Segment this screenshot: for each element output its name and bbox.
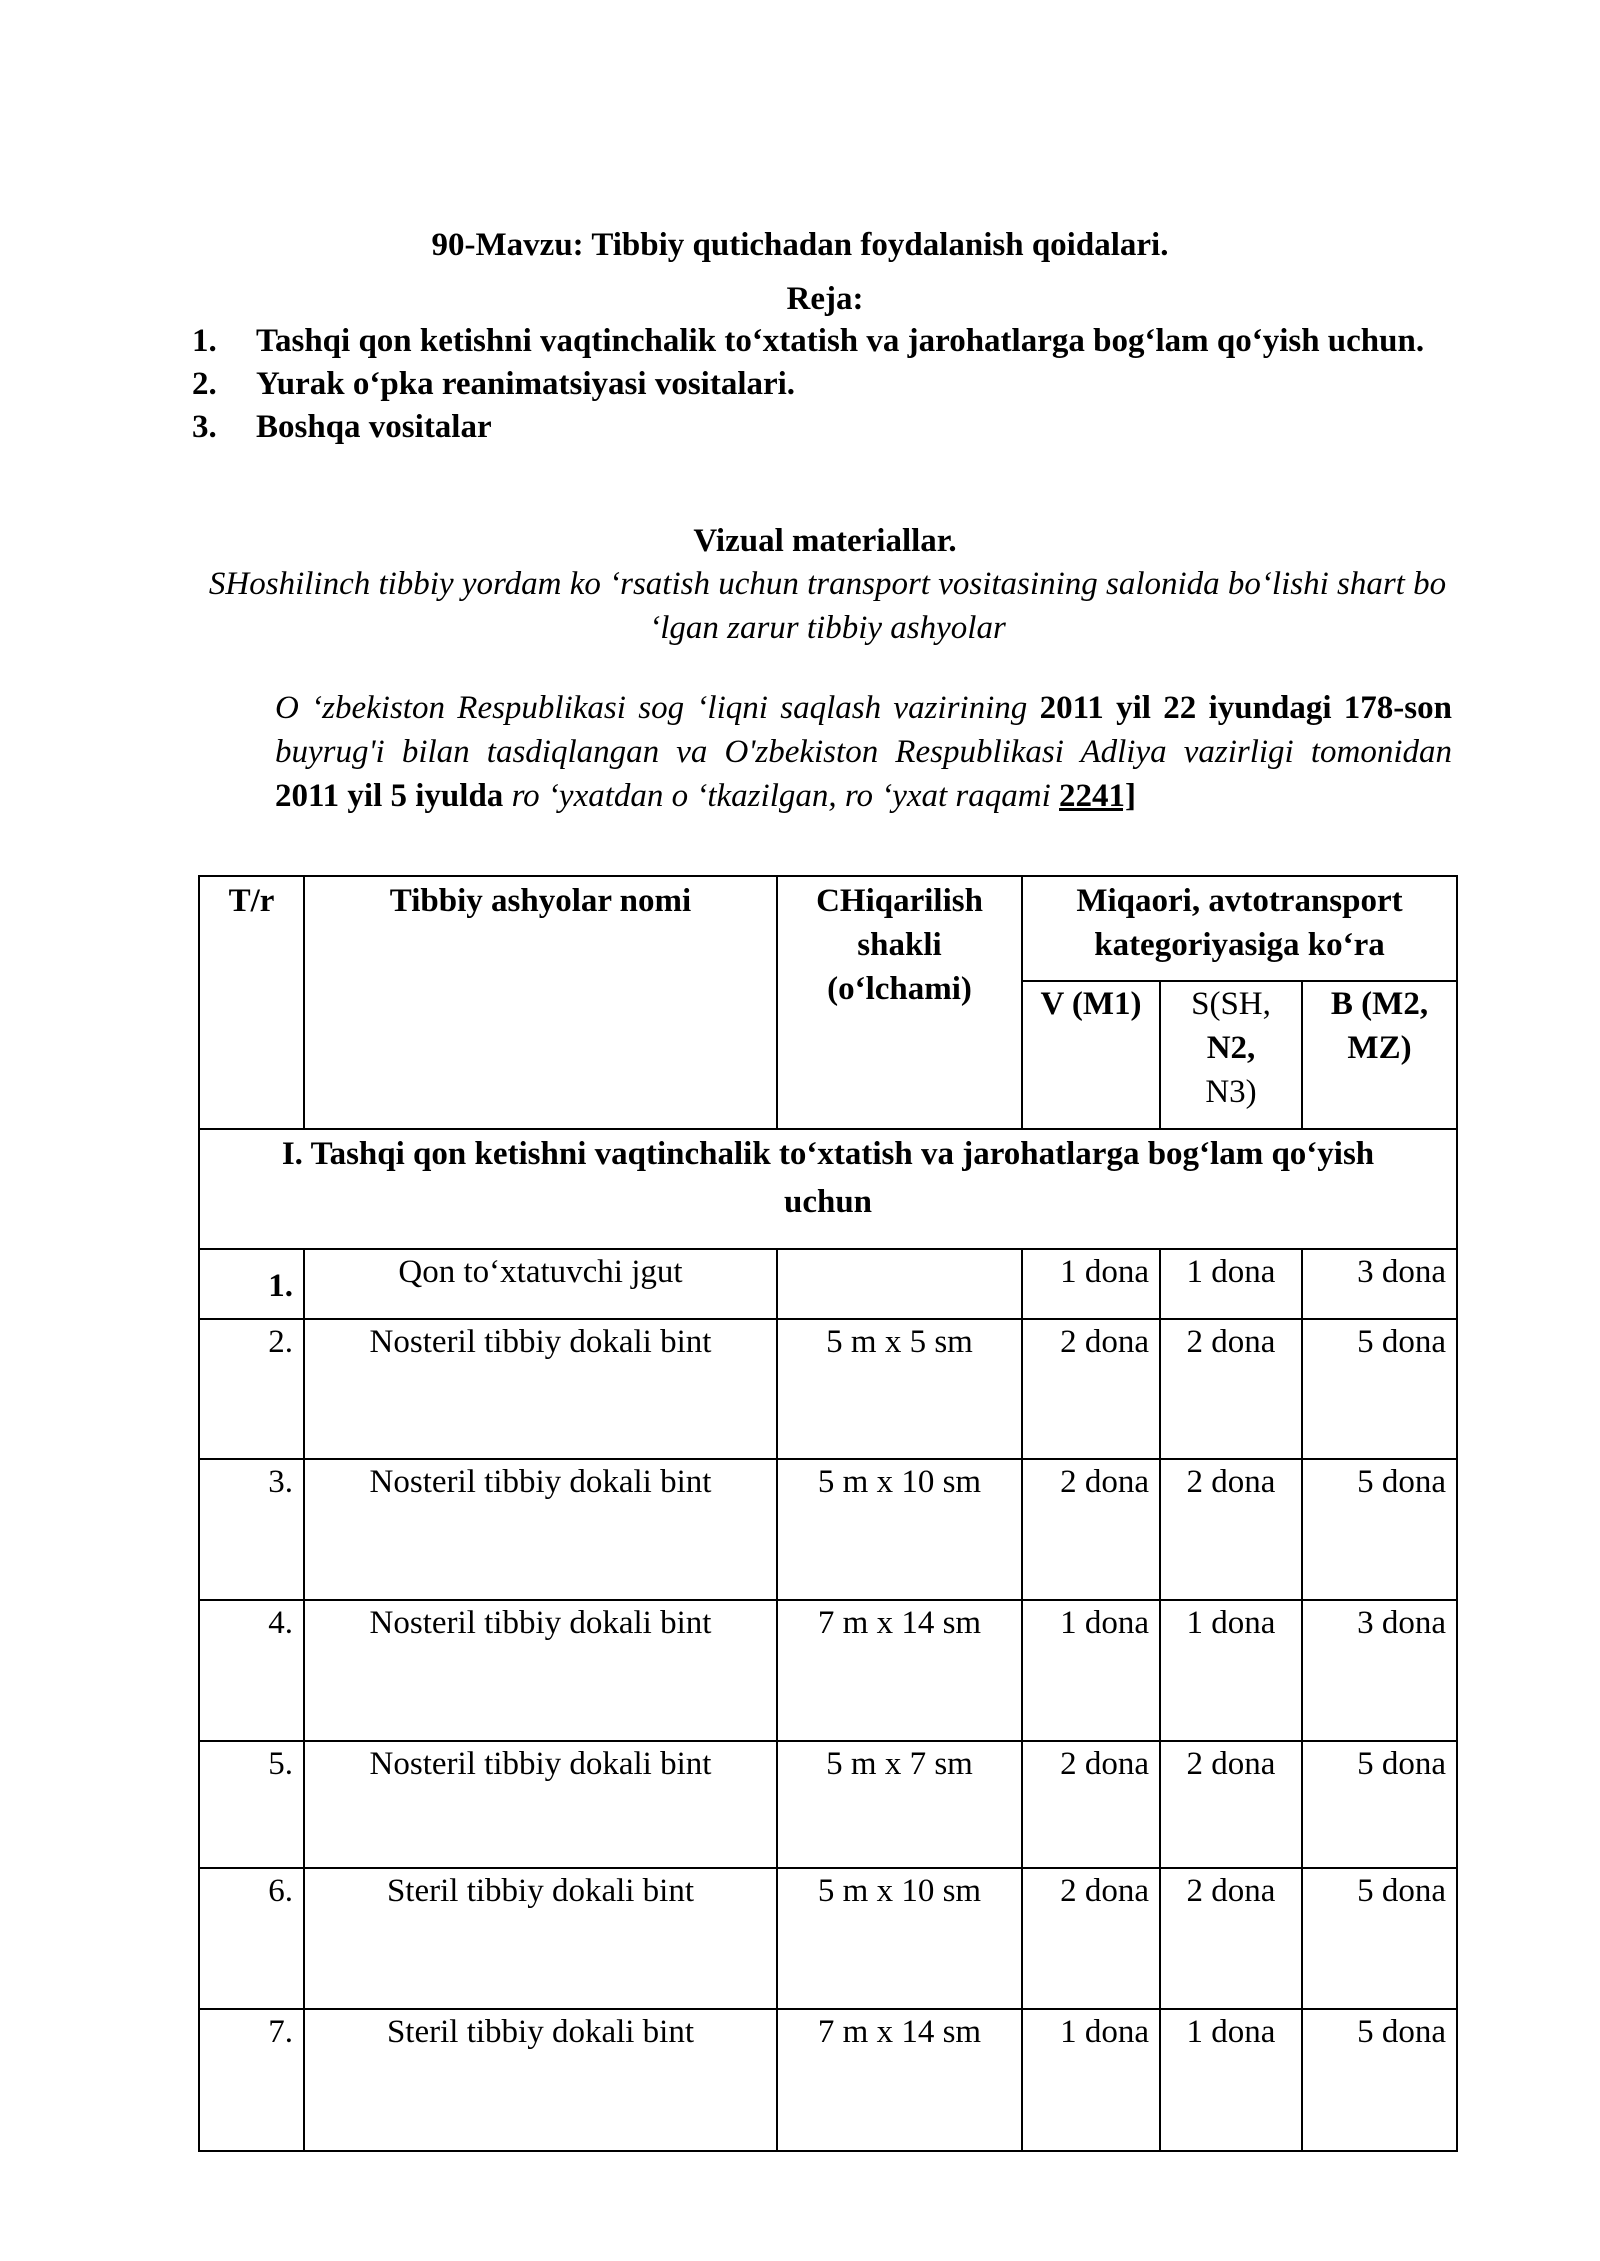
header-item-name: Tibbiy ashyolar nomi	[304, 876, 777, 1129]
row-item-name: Nosteril tibbiy dokali bint	[304, 1319, 777, 1459]
row-form: 5 m x 5 sm	[777, 1319, 1022, 1459]
row-qty-s: 2 dona	[1160, 1741, 1302, 1868]
row-item-name: Nosteril tibbiy dokali bint	[304, 1741, 777, 1868]
table-row	[199, 1249, 1457, 1319]
registration-number: 2241]	[1059, 778, 1137, 814]
order-text-1: O ‘zbekiston Respublikasi sog ‘liqni saqlash vazirining	[275, 690, 1040, 726]
header-category-s-line2: N2,	[1206, 1030, 1256, 1066]
row-form: 7 m x 14 sm	[777, 2009, 1022, 2151]
row-number: 6.	[199, 1868, 304, 2009]
section-heading: I. Tashqi qon ketishni vaqtinchalik to‘xtatish va jarohatlarga bog‘lam qo‘yish uchun	[199, 1129, 1457, 1249]
row-form: 5 m x 10 sm	[777, 1868, 1022, 2009]
row-form: 7 m x 14 sm	[777, 1600, 1022, 1741]
plan-item-text: Boshqa vositalar	[256, 409, 492, 445]
row-qty-s: 1 dona	[1160, 1600, 1302, 1741]
header-category-v: V (M1)	[1022, 981, 1160, 1129]
row-form: 5 m x 10 sm	[777, 1459, 1022, 1600]
row-form: 5 m x 7 sm	[777, 1741, 1022, 1868]
visual-heading: Vizual materiallar.	[693, 523, 957, 559]
plan-item	[110, 320, 1440, 363]
table-row	[199, 1741, 1457, 1868]
row-qty-b: 5 dona	[1302, 1741, 1457, 1868]
table-row	[199, 1600, 1457, 1741]
order-reference	[275, 686, 1452, 818]
plan-item-text: Tashqi qon ketishni vaqtinchalik to‘xtatish va jarohatlarga bog‘lam qo‘yish uchun.	[256, 323, 1425, 359]
row-number-value: 1.	[268, 1268, 293, 1304]
plan-heading: Reja:	[786, 281, 864, 317]
order-text-2: buyrug'i bilan tasdiqlangan va O'zbekiston Respublikasi Adliya vazirligi tomonidan	[275, 734, 1452, 770]
row-item-name: Nosteril tibbiy dokali bint	[304, 1600, 777, 1741]
row-qty-b: 5 dona	[1302, 1459, 1457, 1600]
order-date-number: 2011 yil 22 iyundagi 178-son	[1039, 690, 1452, 726]
table-row	[199, 1319, 1457, 1459]
row-qty-s: 2 dona	[1160, 1319, 1302, 1459]
row-item-name: Qon to‘xtatuvchi jgut	[304, 1249, 777, 1319]
row-qty-v: 1 dona	[1022, 1249, 1160, 1319]
row-qty-b: 3 dona	[1302, 1600, 1457, 1741]
row-qty-v: 1 dona	[1022, 1600, 1160, 1741]
plan-item-number: 2.	[192, 366, 217, 402]
row-number: 7.	[199, 2009, 304, 2151]
header-category-b: B (M2, MZ)	[1302, 981, 1457, 1129]
row-qty-b: 5 dona	[1302, 1868, 1457, 2009]
row-qty-b: 5 dona	[1302, 1319, 1457, 1459]
row-number: 3.	[199, 1459, 304, 1600]
header-category-s-line3: N3)	[1205, 1074, 1257, 1110]
plan-item-text: Yurak o‘pka reanimatsiyasi vositalari.	[256, 366, 796, 402]
row-qty-s: 1 dona	[1160, 1249, 1302, 1319]
row-number	[199, 1249, 304, 1319]
header-category-s-line1: S(SH,	[1191, 986, 1271, 1022]
table-header-row	[199, 876, 1457, 981]
table-row	[199, 1868, 1457, 2009]
row-qty-v: 2 dona	[1022, 1459, 1160, 1600]
visual-subtitle: SHoshilinch tibbiy yordam ko ‘rsatish uchun transport vositasining salonida bo‘lishi shart bo ‘lgan zarur tibbiy ashyolar	[208, 566, 1447, 646]
header-quantity: Miqaori, avtotransport kategoriyasiga ko‘ra	[1022, 876, 1457, 981]
row-qty-v: 1 dona	[1022, 2009, 1160, 2151]
order-text-3: ro ‘yxatdan o ‘tkazilgan, ro ‘yxat raqami	[503, 778, 1060, 814]
row-number: 4.	[199, 1600, 304, 1741]
plan-item-number: 1.	[192, 323, 217, 359]
header-category-s	[1160, 981, 1302, 1129]
row-number: 2.	[199, 1319, 304, 1459]
row-qty-v: 2 dona	[1022, 1319, 1160, 1459]
row-qty-b: 5 dona	[1302, 2009, 1457, 2151]
row-qty-s: 2 dona	[1160, 1459, 1302, 1600]
table-row	[199, 2009, 1457, 2151]
row-item-name: Steril tibbiy dokali bint	[304, 1868, 777, 2009]
row-item-name: Steril tibbiy dokali bint	[304, 2009, 777, 2151]
row-qty-v: 2 dona	[1022, 1741, 1160, 1868]
row-qty-s: 1 dona	[1160, 2009, 1302, 2151]
plan-item-number: 3.	[192, 409, 217, 445]
row-qty-v: 2 dona	[1022, 1868, 1160, 2009]
plan-item	[110, 363, 1440, 406]
row-qty-b: 3 dona	[1302, 1249, 1457, 1319]
medical-items-table	[198, 875, 1458, 2152]
plan-list	[110, 320, 1440, 449]
plan-item	[110, 406, 1440, 449]
table-row	[199, 1459, 1457, 1600]
row-item-name: Nosteril tibbiy dokali bint	[304, 1459, 777, 1600]
row-qty-s: 2 dona	[1160, 1868, 1302, 2009]
header-form: CHiqarilish shakli (o‘lchami)	[777, 876, 1022, 1129]
row-number: 5.	[199, 1741, 304, 1868]
header-number: T/r	[199, 876, 304, 1129]
order-registration-date: 2011 yil 5 iyulda	[275, 778, 504, 814]
table-section-row	[199, 1129, 1457, 1249]
page-title: 90-Mavzu: Tibbiy qutichadan foydalanish qoidalari.	[431, 227, 1169, 263]
row-form	[777, 1249, 1022, 1319]
